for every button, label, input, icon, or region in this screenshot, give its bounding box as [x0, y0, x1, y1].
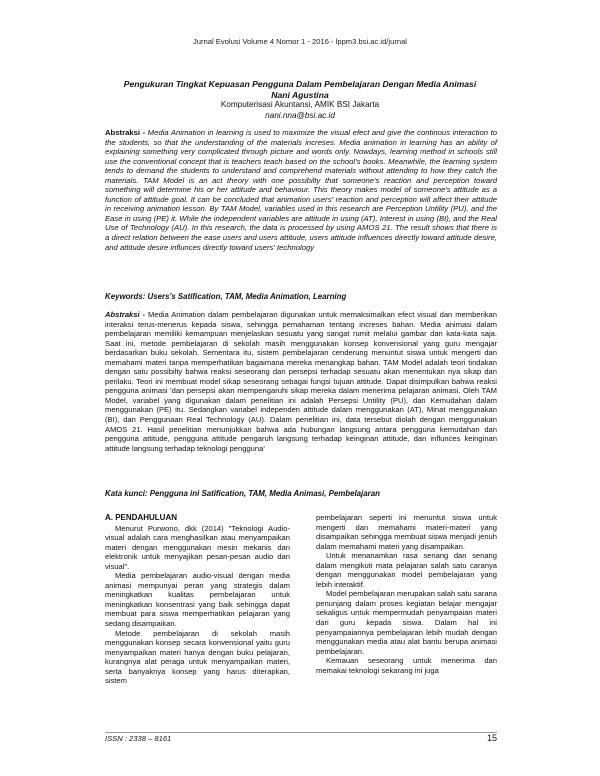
abstract-indonesian-text: Media Animation dalam pembelajaran digunakan untuk memaksimalkan efect visual dan memberikan interaksi terus-menerus kepada siswa, sehingga pemahaman tentang increses bahan. Media animasi dalam pembelajaran memiliki kemampuan menjelaskan sesuatu yang sangat rumit melalui gambar dan kata-kata saja. Saat ini, metode pembelajaran di sekolah masih menggunakan konsep konvensional yang guru mengajar berdasarkan buku sekolah. Sementara itu, sistem pembelajaran cenderung menuntut siswa untuk mengerti dan memahami materi tanpa memperhatikan bagaimana mereka menangkap bahan. TAM Model adalah teori tindakan dengan satu possibilty bahwa reaksi seseorang dan persepsi terhadap sesuatu akan menentukan nya sikap dan perilaku. Teori ini membuat model sikap seseorang sebagai fungsi tujuan attitude. Dapat disimpulkan bahwa reaksi pengguna animasi 'dan persepsi akan mempengaruhi sikap mereka dalam menerima pelajaran animasi. Oleh TAM Model, variabel yang digunakan dalam penelitian ini adalah Persepsi Untility (PU), dan Kemudahan dalam menggunakan (PE) itu. Sedangkan variabel independen attitude dalam menggunakan (AT), Minat menggunakan (BI), dan Penggunaan Real Technology (AU). Dalam penelitian ini, data tersebut diolah dengan menggunakan AMOS 21. Hasil penelitian menunjukkan bahwa ada hubungan langsung antara pengguna kemudahan dan pengguna attitude, pengguna attitude pengaruh langsung terhadap keinginan attitude, dan influnces keinginan attitude langsung terhadap teknologi pengguna'	[105, 310, 498, 453]
abstract-indonesian	[105, 310, 497, 453]
keywords-indonesian: Kata kunci: Pengguna ini Satification, TAM, Media Animasi, Pembelajaran	[105, 489, 380, 498]
abstract-english	[105, 128, 497, 252]
footer-divider	[105, 732, 497, 733]
running-head: Jurnal Evolusi Volume 4 Nomor 1 - 2016 - lppm3.bsi.ac.id/jurnal	[193, 37, 407, 46]
footer-issn: ISSN : 2338 – 8161	[105, 734, 172, 743]
body-paragraph: Media pembelajaran audio-visual dengan media animasi mempunyai peran yang strategis dalam meningkatkan kualitas pembelajaran untuk meningkatkan konsentrasi yang baik sehingga dapat membuat para siswa memperhatikan pelajaran yang sedang disampaikan.	[105, 571, 290, 629]
abstract-english-label: Abstraksi -	[105, 128, 146, 137]
body-column-right	[316, 513, 497, 675]
keywords-english: Keywords: Users's Satification, TAM, Media Animation, Learning	[105, 292, 347, 301]
page-number: 15	[486, 733, 497, 743]
body-paragraph: Menurut Purwono, dkk (2014) "Teknologi Audio-visual adalah cara menghasilkan atau menyampaikan materi dengan menggunakan mesin mekanis dan elektronik untuk menyajikan pesan-pesan audio dan visual".	[105, 523, 290, 571]
author-email: nani.nna@bsi.ac.id	[265, 110, 335, 120]
body-paragraph: Untuk menanamkan rasa senang dan senang dalam mengikuti mata pelajaran salah satu caranya dengan menggunakan model pembelajaran yang lebih interaktif.	[316, 551, 497, 589]
body-paragraph: pembelajaran seperti ini menuntut siswa untuk mengerti dan memahami materi-materi yang disampaikan sehingga membuat siswa menjadi jenuh dalam memahami materi yang disampaikan.	[316, 513, 497, 551]
body-paragraph: Kemauan seseorang untuk menerima dan memakai teknologi sekarang ini juga	[316, 656, 497, 675]
body-paragraph: Model pembelajaran merupakan salah satu sarana penunjang dalam proses kegiatan belajar mengajar sekaligus untuk mempermudah penyampaian materi dari guru kepada siswa. Dalam hal ini penyampaiannya pembelajaran lebih mudah dengan menggunakan media atau alat bantu berupa animasi pembelajaran.	[316, 589, 497, 656]
section-heading: A. PENDAHULUAN	[105, 513, 177, 522]
author-affiliation: Komputerisasi Akuntansi, AMIK BSI Jakarta	[220, 100, 380, 109]
body-paragraph: Metode pembelajaran di sekolah masih menggunakan konsep secara konvensional yaitu guru menyampaikan materi hanya dengan buku pelajaran, kurangnya alat peraga untuk menyampaikan materi, serta banyaknya konsep yang harus diterapkan, sistem	[105, 628, 290, 686]
author-name: Nani Agustina	[271, 89, 329, 100]
body-column-left	[105, 513, 290, 686]
article-title: Pengukuran Tingkat Kepuasan Pengguna Dalam Pembelajaran Dengan Media Animasi	[123, 79, 477, 89]
abstract-indonesian-label: Abstraksi -	[105, 310, 146, 319]
abstract-english-text: Media Animation in learning is used to maximize the visual efect and give the continous interaction to the students, so that the understanding of the materials increses. Media animation in learning has an ability of explaining something very complicated through picture and words only. Nowdays, learning method in schools still use the conventional concept that is teachers teach based on the school's books. Meanwhile, the learning system tends to demand the students to understand and comprehend materials without attending to how they catch the materials. TAM Model is an act theory with one possibilty that someone's reaction and perception toward something will determine his or her attitude and behaviour. This theory makes model of someone's attitude as a function of attitude goal. It can be concluded that animation users' reaction and perception will affect their attitude in receiving animation lesson. By TAM Model, variables used in this research are Perception Untility (PU), and the Ease in using (PE) it. While the independent variables are attitude in using (AT), Interest in using (BI), and the Real Use of Technology (AU). In this research, the data is processed by using AMOS 21. The result shows that there is a direct relation between the ease users and users attitude, users attitude influences directly toward attitude desire, and attitude desire influnces directly toward users' technology	[105, 128, 497, 252]
title-block	[105, 79, 495, 121]
